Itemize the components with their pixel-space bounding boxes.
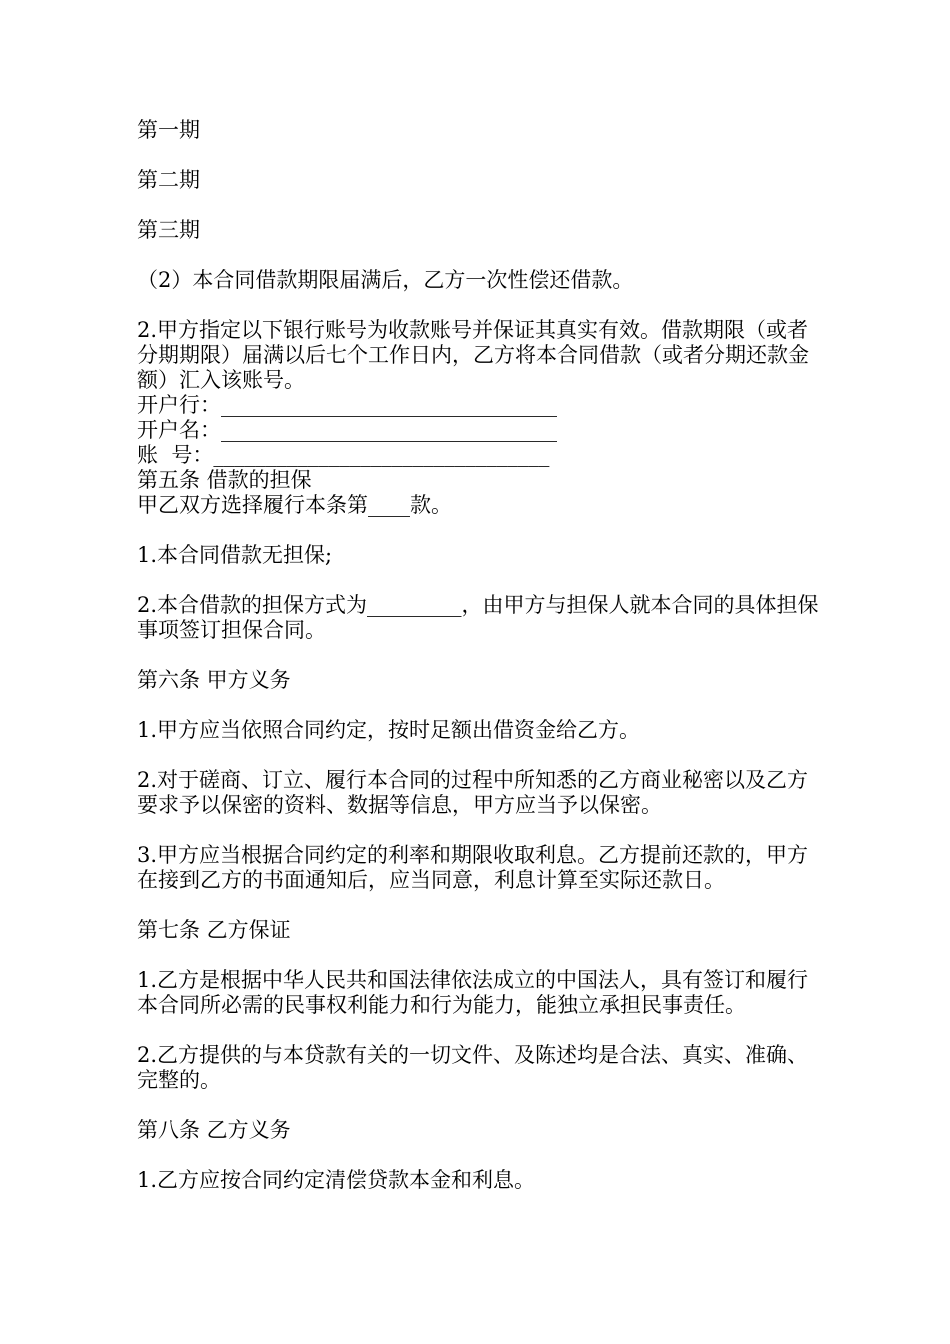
installment-2: 第二期: [137, 168, 200, 192]
account-number-field: 账 号：________________________________: [137, 443, 550, 467]
article6-item3: 3.甲方应当根据合同约定的利率和期限收取利息。乙方提前还款的，甲方在接到乙方的书面通知后，应当同意，利息计算至实际还款日。: [137, 843, 809, 892]
document-page: [137, 118, 827, 1218]
account-name-field: 开户名：________________________________: [137, 418, 557, 442]
installment-1: 第一期: [137, 118, 200, 142]
article8-title: 第八条 乙方义务: [137, 1118, 291, 1142]
article7-item2: 2.乙方提供的与本贷款有关的一切文件、及陈述均是合法、真实、准确、完整的。: [137, 1043, 809, 1092]
article7-item1: 1.乙方是根据中华人民共和国法律依法成立的中国法人，具有签订和履行本合同所必需的民事权利能力和行为能力，能独立承担民事责任。: [137, 968, 809, 1017]
article5-title: 第五条 借款的担保: [137, 468, 312, 492]
article6-item2: 2.对于磋商、订立、履行本合同的过程中所知悉的乙方商业秘密以及乙方要求予以保密的资料、数据等信息，甲方应当予以保密。: [137, 768, 809, 817]
article5-item1: 1.本合同借款无担保;: [137, 543, 333, 567]
article7-title: 第七条 乙方保证: [137, 918, 291, 942]
article6-title: 第六条 甲方义务: [137, 668, 291, 692]
installment-3: 第三期: [137, 218, 200, 242]
article6-item1: 1.甲方应当依照合同约定，按时足额出借资金给乙方。: [137, 718, 641, 742]
article5-choice: 甲乙双方选择履行本条第____款。: [137, 493, 452, 517]
article5-item2: 2.本合借款的担保方式为_________，由甲方与担保人就本合同的具体担保事项签订担保合同。: [137, 593, 819, 642]
repay-lump-sum-clause: （2）本合同借款期限届满后，乙方一次性偿还借款。: [137, 268, 634, 292]
bank-account-clause: 2.甲方指定以下银行账号为收款账号并保证其真实有效。借款期限（或者分期期限）届满以后七个工作日内，乙方将本合同借款（或者分期还款金额）汇入该账号。: [137, 318, 809, 392]
bank-name-field: 开户行：________________________________: [137, 393, 557, 417]
article8-item1: 1.乙方应按合同约定清偿贷款本金和利息。: [137, 1168, 536, 1192]
